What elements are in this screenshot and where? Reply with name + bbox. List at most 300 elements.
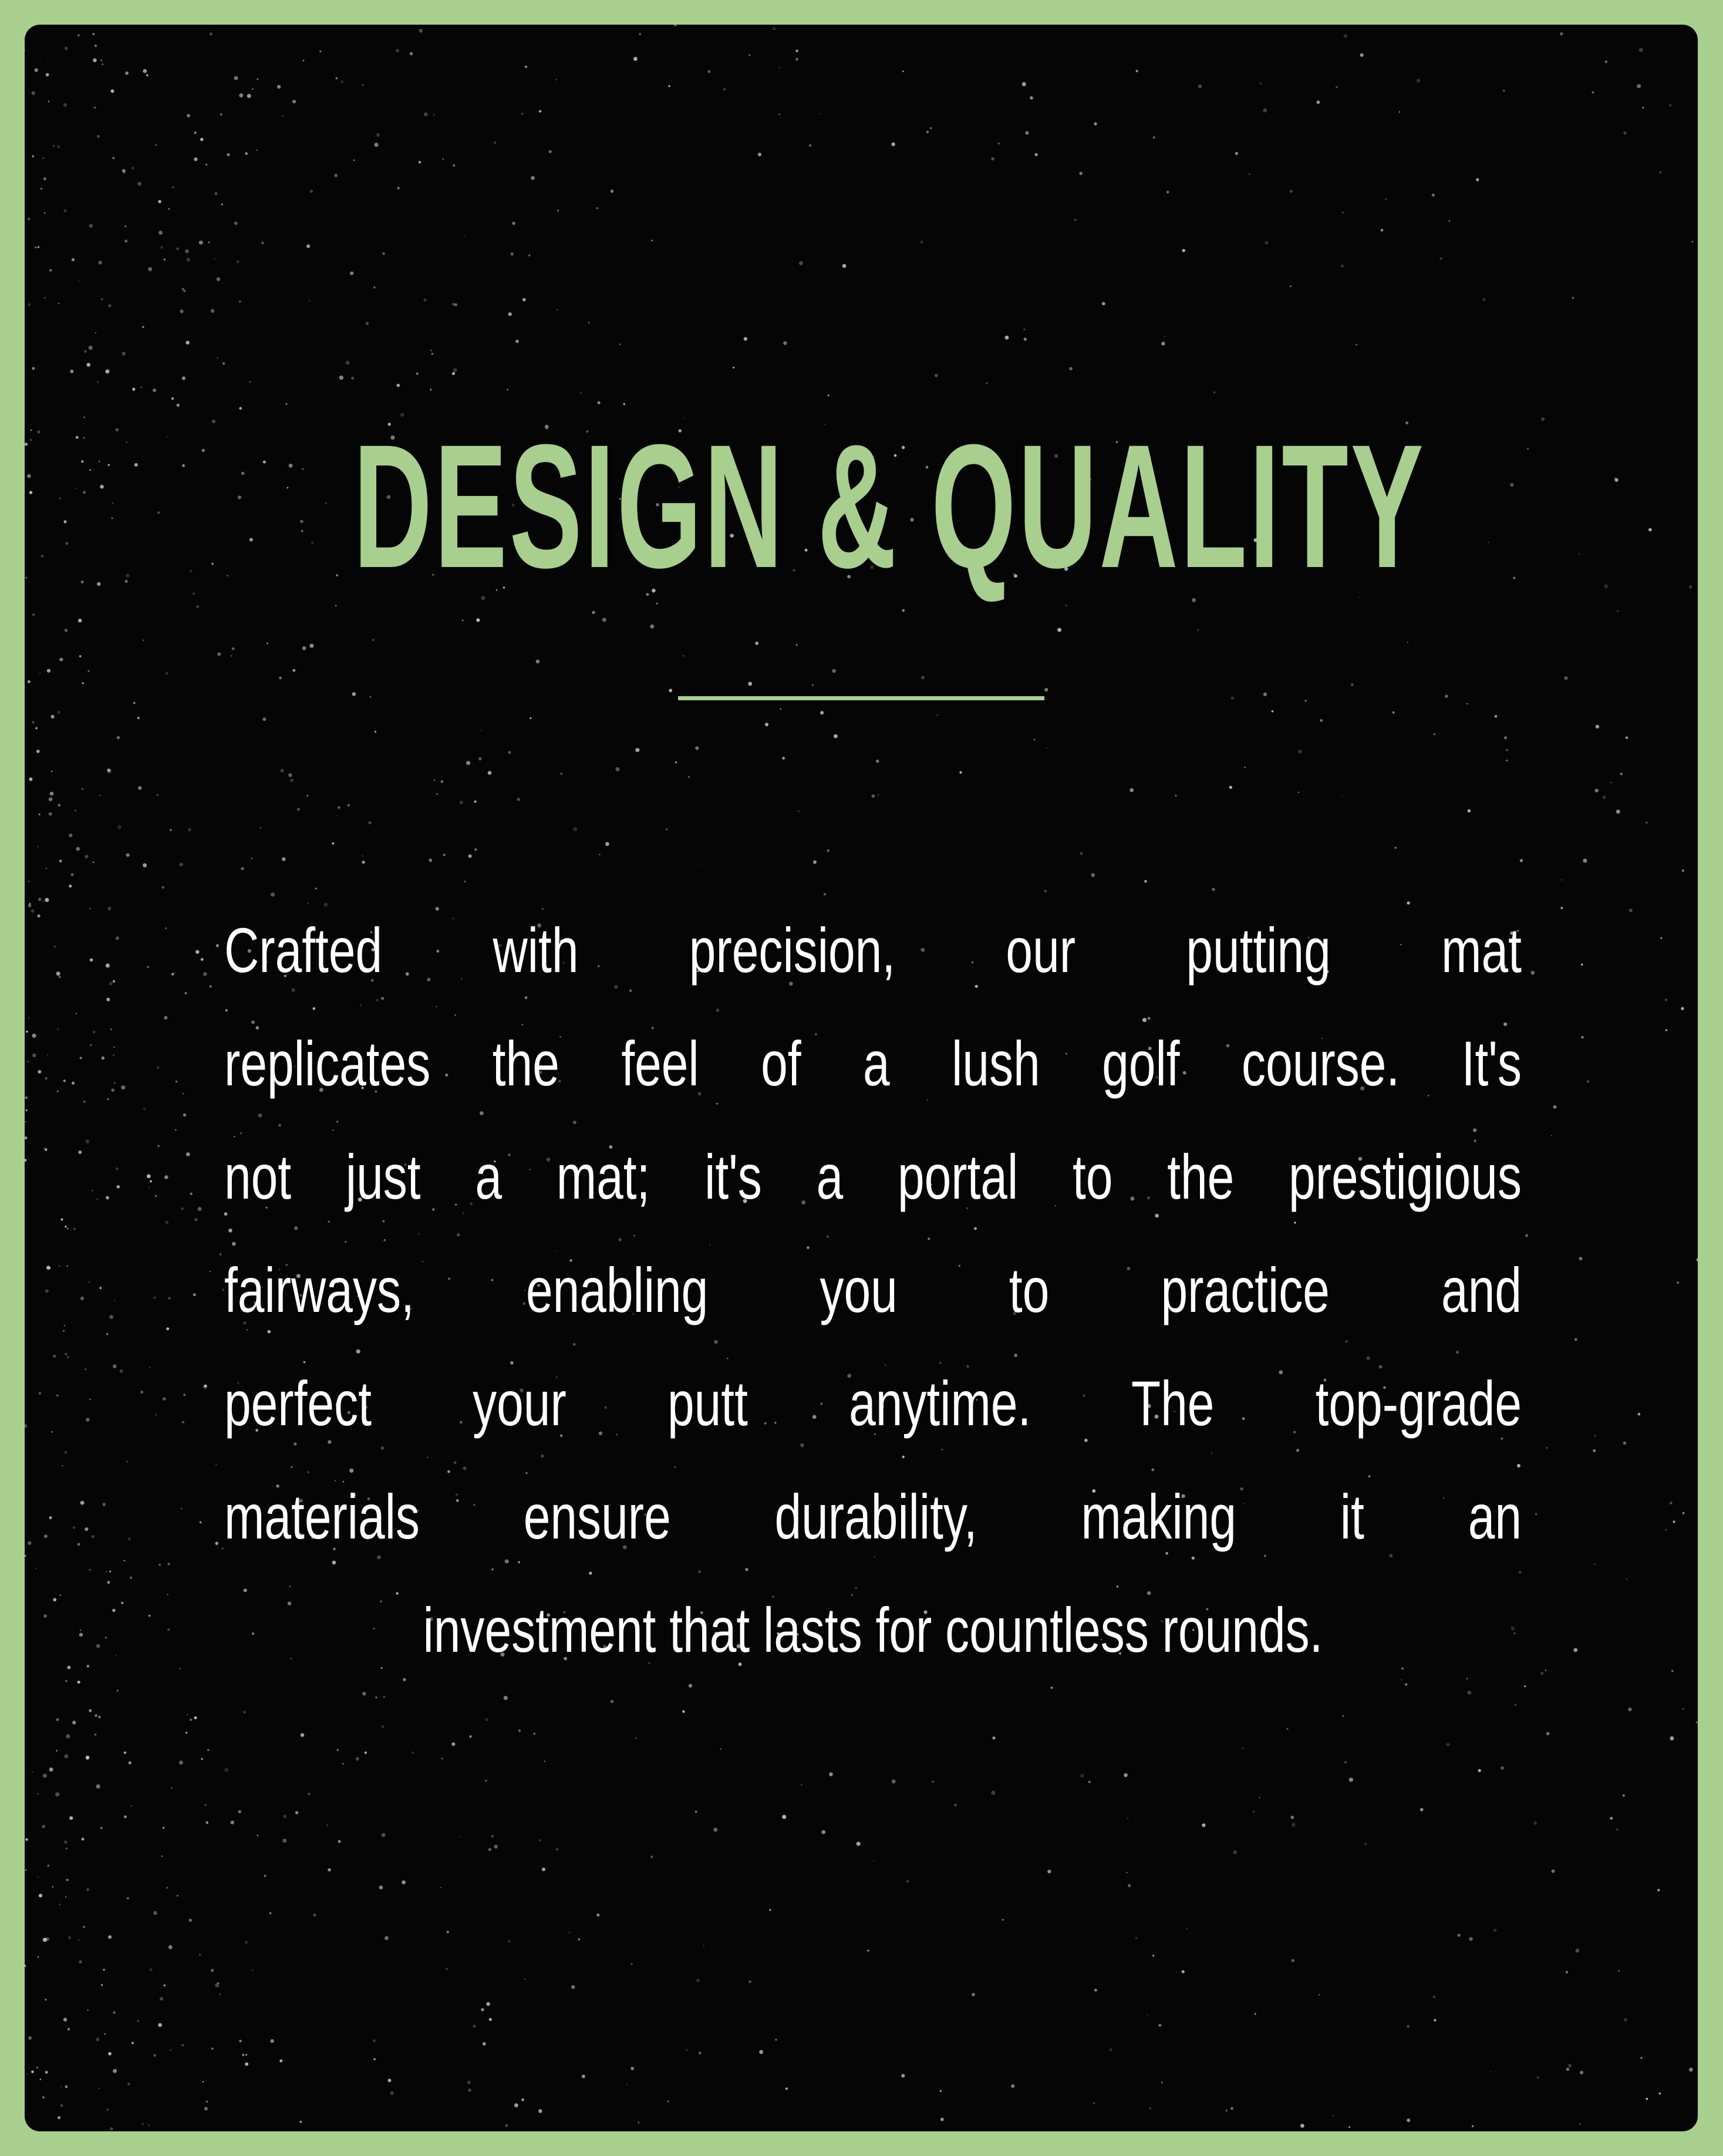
speckle-dot <box>1417 79 1421 83</box>
speckle-dot <box>452 303 456 306</box>
speckle-dot <box>832 669 836 673</box>
speckle-dot <box>28 303 31 306</box>
speckle-dot <box>181 1507 183 1509</box>
speckle-dot <box>87 2010 89 2011</box>
speckle-dot <box>215 1464 217 1466</box>
speckle-dot <box>748 1980 751 1983</box>
speckle-dot <box>211 1969 214 1972</box>
speckle-dot <box>159 1564 161 1566</box>
speckle-dot <box>1300 2124 1304 2128</box>
speckle-dot <box>441 780 443 782</box>
speckle-dot <box>241 867 244 870</box>
speckle-dot <box>72 258 75 261</box>
speckle-dot <box>160 1997 163 2000</box>
speckle-dot <box>220 113 222 116</box>
speckle-dot <box>521 113 523 114</box>
speckle-dot <box>1023 329 1025 330</box>
speckle-dot <box>107 907 111 910</box>
speckle-dot <box>1639 48 1643 52</box>
speckle-dot <box>114 1300 115 1301</box>
speckle-dot <box>161 1855 163 1857</box>
paragraph-line: replicates the feel of a lush golf course. It's <box>224 1028 1522 1099</box>
speckle-dot <box>1501 1766 1504 1770</box>
speckle-dot <box>58 2116 60 2119</box>
speckle-dot <box>59 1266 60 1267</box>
speckle-dot <box>245 2054 247 2056</box>
paragraph-line: investment that lasts for countless rounds. <box>423 1594 1323 1665</box>
speckle-dot <box>245 2063 248 2066</box>
speckle-dot <box>476 618 480 622</box>
speckle-dot <box>42 1825 45 1828</box>
speckle-dot <box>992 157 994 160</box>
speckle-dot <box>206 2101 208 2103</box>
speckle-dot <box>221 204 223 205</box>
speckle-dot <box>164 1016 167 1020</box>
speckle-dot <box>443 853 446 856</box>
speckle-dot <box>1525 1234 1528 1237</box>
speckle-dot <box>1697 1258 1698 1261</box>
speckle-dot <box>179 1668 180 1669</box>
speckle-dot <box>42 900 45 903</box>
speckle-dot <box>569 1932 571 1934</box>
speckle-dot <box>32 1034 36 1038</box>
speckle-dot <box>211 2047 214 2050</box>
speckle-dot <box>166 1221 168 1224</box>
speckle-dot <box>462 620 464 622</box>
speckle-dot <box>49 1767 53 1772</box>
speckle-dot <box>25 1424 27 1428</box>
speckle-dot <box>508 751 511 754</box>
speckle-dot <box>695 1811 697 1813</box>
speckle-dot <box>117 1690 119 1692</box>
speckle-dot <box>785 2087 788 2090</box>
speckle-dot <box>1642 107 1644 109</box>
speckle-dot <box>723 88 726 90</box>
speckle-dot <box>1231 697 1235 700</box>
paragraph-line: fairways, enabling you to practice and <box>224 1254 1522 1325</box>
speckle-dot <box>351 377 354 380</box>
speckle-dot <box>1665 998 1668 1001</box>
speckle-dot <box>126 1461 127 1462</box>
speckle-dot <box>419 29 423 33</box>
speckle-dot <box>143 863 147 868</box>
speckle-dot <box>1202 1823 1205 1827</box>
speckle-dot <box>124 225 126 227</box>
speckle-dot <box>332 842 335 845</box>
speckle-dot <box>303 60 305 62</box>
speckle-dot <box>292 669 295 672</box>
speckle-dot <box>362 855 363 856</box>
speckle-dot <box>1594 1564 1595 1565</box>
speckle-dot <box>713 1828 717 1832</box>
speckle-dot <box>1124 1773 1127 1777</box>
speckle-dot <box>100 59 103 62</box>
speckle-dot <box>97 382 99 383</box>
speckle-dot <box>267 643 268 645</box>
speckle-dot <box>362 85 363 86</box>
speckle-dot <box>43 1774 47 1778</box>
speckle-dot <box>96 2037 99 2041</box>
speckle-dot <box>32 613 35 616</box>
speckle-dot <box>32 155 35 157</box>
speckle-dot <box>388 2079 392 2082</box>
speckle-dot <box>1051 1686 1053 1689</box>
speckle-dot <box>28 1541 31 1545</box>
speckle-dot <box>1057 628 1061 632</box>
speckle-dot <box>157 794 159 796</box>
speckle-dot <box>1153 136 1155 139</box>
speckle-dot <box>1566 2068 1569 2071</box>
speckle-dot <box>1546 1732 1550 1736</box>
speckle-dot <box>1545 1670 1546 1671</box>
speckle-dot <box>40 2079 42 2080</box>
speckle-dot <box>143 1108 146 1110</box>
speckle-dot <box>373 286 376 289</box>
speckle-dot <box>1319 1994 1320 1996</box>
speckle-dot <box>1574 1648 1578 1652</box>
speckle-dot <box>68 1936 71 1939</box>
speckle-dot <box>313 1914 316 1917</box>
speckle-dot <box>156 144 157 146</box>
speckle-dot <box>28 2036 32 2040</box>
speckle-dot <box>113 2069 117 2073</box>
speckle-dot <box>309 300 310 301</box>
speckle-dot <box>186 1732 187 1733</box>
speckle-dot <box>1249 173 1250 175</box>
speckle-dot <box>257 78 258 80</box>
speckle-dot <box>935 374 938 377</box>
speckle-dot <box>187 1714 188 1715</box>
speckle-dot <box>821 1830 825 1834</box>
speckle-dot <box>125 72 129 75</box>
speckle-dot <box>96 1644 100 1648</box>
speckle-dot <box>795 58 798 61</box>
speckle-dot <box>580 392 582 394</box>
speckle-dot <box>521 2098 524 2101</box>
speckle-dot <box>1628 1708 1631 1711</box>
speckle-dot <box>596 1914 599 1917</box>
speckle-dot <box>183 1114 186 1116</box>
speckle-dot <box>38 898 41 901</box>
speckle-dot <box>147 966 149 968</box>
speckle-dot <box>245 152 248 155</box>
speckle-dot <box>295 1811 298 1814</box>
speckle-dot <box>111 89 114 93</box>
speckle-dot <box>58 804 60 807</box>
speckle-dot <box>44 297 46 299</box>
speckle-dot <box>1603 796 1606 799</box>
speckle-dot <box>1626 1578 1628 1580</box>
speckle-dot <box>1348 2126 1350 2128</box>
speckle-dot <box>175 1129 176 1131</box>
speckle-dot <box>166 1887 168 1889</box>
speckle-dot <box>1046 747 1048 749</box>
speckle-dot <box>98 261 102 265</box>
speckle-dot <box>236 260 239 263</box>
speckle-dot <box>63 2018 67 2022</box>
speckle-dot <box>1595 789 1599 792</box>
speckle-dot <box>177 1895 178 1897</box>
speckle-dot <box>76 847 80 851</box>
speckle-dot <box>1620 772 1623 775</box>
speckle-dot <box>128 1537 131 1540</box>
speckle-dot <box>1152 1955 1154 1956</box>
speckle-dot <box>436 793 438 795</box>
speckle-dot <box>382 252 385 255</box>
speckle-dot <box>182 1421 185 1424</box>
speckle-dot <box>137 182 141 186</box>
speckle-dot <box>206 1821 208 1824</box>
speckle-dot <box>1540 1672 1544 1675</box>
speckle-dot <box>39 814 41 815</box>
speckle-dot <box>1094 122 1097 125</box>
speckle-dot <box>166 1327 169 1330</box>
speckle-dot <box>1564 676 1568 680</box>
speckle-dot <box>187 114 190 117</box>
speckle-dot <box>277 85 281 89</box>
speckle-dot <box>282 115 284 117</box>
speckle-dot <box>799 261 803 265</box>
speckle-dot <box>37 915 40 917</box>
speckle-dot <box>419 161 421 163</box>
speckle-dot <box>257 1834 258 1836</box>
speckle-dot <box>1646 2098 1648 2100</box>
speckle-dot <box>1385 198 1387 201</box>
speckle-dot <box>1469 1937 1473 1941</box>
speckle-dot <box>485 1780 487 1782</box>
speckle-dot <box>93 862 94 863</box>
speckle-dot <box>49 812 52 816</box>
speckle-dot <box>773 27 775 30</box>
speckle-dot <box>1292 1823 1296 1827</box>
speckle-dot <box>468 855 472 858</box>
speckle-dot <box>469 1735 472 1738</box>
speckle-dot <box>1024 338 1027 340</box>
paragraph-line: not just a mat; it's a portal to the prestigious <box>224 1141 1522 1212</box>
speckle-dot <box>834 734 838 738</box>
speckle-dot <box>1665 1529 1667 1531</box>
speckle-dot <box>56 1750 57 1751</box>
speckle-dot <box>270 2039 274 2043</box>
speckle-dot <box>190 1719 192 1721</box>
speckle-dot <box>1629 909 1633 912</box>
speckle-dot <box>140 386 143 389</box>
speckle-dot <box>59 1904 60 1905</box>
speckle-dot <box>205 164 207 166</box>
speckle-dot <box>31 909 35 913</box>
speckle-dot <box>300 2121 302 2123</box>
speckle-dot <box>26 1109 28 1111</box>
speckle-dot <box>1579 2123 1581 2125</box>
speckle-dot <box>66 1734 70 1738</box>
speckle-dot <box>1286 1728 1288 1730</box>
speckle-dot <box>105 1637 107 1639</box>
speckle-dot <box>201 1758 203 1760</box>
speckle-dot <box>475 849 477 851</box>
speckle-dot <box>53 146 54 147</box>
speckle-dot <box>1610 1817 1613 1820</box>
speckle-dot <box>1623 1442 1626 1445</box>
speckle-dot <box>338 807 340 809</box>
speckle-dot <box>1381 229 1384 232</box>
speckle-dot <box>252 1970 253 1971</box>
speckle-dot <box>353 160 355 161</box>
speckle-dot <box>483 2042 486 2046</box>
speckle-dot <box>37 1793 38 1794</box>
speckle-dot <box>67 1666 70 1669</box>
speckle-dot <box>1147 2014 1148 2015</box>
speckle-dot <box>630 1963 633 1965</box>
speckle-dot <box>79 655 82 657</box>
speckle-dot <box>164 1985 166 1986</box>
speckle-dot <box>158 2023 162 2027</box>
speckle-dot <box>334 174 338 177</box>
speckle-dot <box>79 1633 83 1637</box>
speckle-dot <box>35 68 38 72</box>
speckle-dot <box>1198 85 1202 89</box>
speckle-dot <box>45 1077 48 1079</box>
speckle-dot <box>385 1936 389 1940</box>
speckle-dot <box>222 362 225 365</box>
speckle-dot <box>578 1938 580 1941</box>
speckle-dot <box>596 207 598 209</box>
speckle-dot <box>63 1330 65 1332</box>
speckle-dot <box>37 846 39 848</box>
speckle-dot <box>1670 1502 1673 1504</box>
speckle-dot <box>534 1733 535 1735</box>
speckle-dot <box>748 55 750 56</box>
speckle-dot <box>217 357 218 359</box>
speckle-dot <box>798 811 800 812</box>
speckle-dot <box>46 73 49 77</box>
speckle-dot <box>1623 1794 1625 1797</box>
speckle-dot <box>153 2054 156 2057</box>
speckle-dot <box>396 49 399 52</box>
speckle-dot <box>1439 257 1442 260</box>
speckle-dot <box>1560 907 1563 909</box>
speckle-dot <box>1088 1781 1091 1783</box>
speckle-dot <box>402 1880 406 1884</box>
speckle-dot <box>154 1297 156 1299</box>
speckle-dot <box>43 1614 47 1618</box>
speckle-dot <box>698 863 700 865</box>
speckle-dot <box>78 1150 82 1154</box>
speckle-dot <box>102 63 103 65</box>
speckle-dot <box>1186 1928 1188 1929</box>
speckle-dot <box>73 1227 76 1230</box>
speckle-dot <box>517 798 520 801</box>
speckle-dot <box>90 959 93 961</box>
speckle-dot <box>1568 2064 1572 2067</box>
speckle-dot <box>133 702 136 704</box>
speckle-dot <box>239 301 241 303</box>
speckle-dot <box>214 258 215 259</box>
speckle-dot <box>68 2028 70 2030</box>
speckle-dot <box>373 2039 376 2042</box>
speckle-dot <box>635 1737 637 1739</box>
speckle-dot <box>748 682 752 686</box>
speckle-dot <box>283 1815 286 1818</box>
speckle-dot <box>542 1868 545 1871</box>
speckle-dot <box>1213 392 1215 393</box>
speckle-dot <box>440 1887 441 1888</box>
speckle-dot <box>795 49 798 52</box>
speckle-dot <box>306 244 310 248</box>
speckle-dot <box>113 980 115 983</box>
speckle-dot <box>103 1969 105 1971</box>
speckle-dot <box>181 1207 184 1210</box>
speckle-dot <box>374 143 378 147</box>
speckle-dot <box>1255 2013 1256 2015</box>
title-divider <box>678 696 1044 700</box>
speckle-dot <box>782 1815 786 1819</box>
speckle-dot <box>184 992 187 994</box>
speckle-dot <box>153 389 156 392</box>
speckle-dot <box>1260 82 1262 85</box>
speckle-dot <box>1692 241 1694 243</box>
speckle-dot <box>179 1760 183 1764</box>
speckle-dot <box>302 646 306 650</box>
speckle-dot <box>397 384 400 387</box>
speckle-dot <box>1304 700 1307 702</box>
speckle-dot <box>633 57 638 61</box>
speckle-dot <box>77 1681 80 1683</box>
speckle-dot <box>36 1568 37 1569</box>
speckle-dot <box>92 1535 95 1538</box>
speckle-dot <box>630 2067 634 2070</box>
speckle-dot <box>28 680 31 683</box>
speckle-dot <box>239 2040 241 2042</box>
speckle-dot <box>373 2058 376 2060</box>
speckle-dot <box>1696 1722 1698 1723</box>
speckle-dot <box>43 177 46 180</box>
speckle-dot <box>467 2081 471 2084</box>
speckle-dot <box>878 794 879 796</box>
speckle-dot <box>308 1793 311 1796</box>
speckle-dot <box>1094 1989 1097 1992</box>
speckle-dot <box>148 2124 150 2126</box>
speckle-dot <box>89 1569 91 1571</box>
speckle-dot <box>416 373 419 375</box>
speckle-dot <box>63 103 67 107</box>
speckle-dot <box>100 1287 102 1289</box>
speckle-dot <box>167 1594 168 1595</box>
speckle-dot <box>775 2039 777 2040</box>
speckle-dot <box>1069 367 1073 370</box>
speckle-dot <box>512 222 515 225</box>
speckle-dot <box>65 1680 68 1682</box>
speckle-dot <box>468 2088 471 2091</box>
speckle-dot <box>60 2086 62 2087</box>
speckle-dot <box>86 1888 89 1891</box>
speckle-dot <box>362 861 365 863</box>
speckle-dot <box>1579 1257 1583 1260</box>
speckle-dot <box>1290 1816 1294 1819</box>
speckle-dot <box>433 114 434 116</box>
speckle-dot <box>489 2018 492 2021</box>
speckle-dot <box>1581 1036 1583 1038</box>
speckle-dot <box>122 352 126 356</box>
speckle-dot <box>117 1185 120 1189</box>
speckle-dot <box>168 208 170 210</box>
speckle-dot <box>106 1571 107 1572</box>
speckle-dot <box>65 1353 67 1355</box>
speckle-dot <box>382 1833 386 1837</box>
speckle-dot <box>150 1180 152 1182</box>
speckle-dot <box>972 1993 975 1996</box>
speckle-dot <box>66 1848 68 1850</box>
speckle-dot <box>297 808 300 811</box>
